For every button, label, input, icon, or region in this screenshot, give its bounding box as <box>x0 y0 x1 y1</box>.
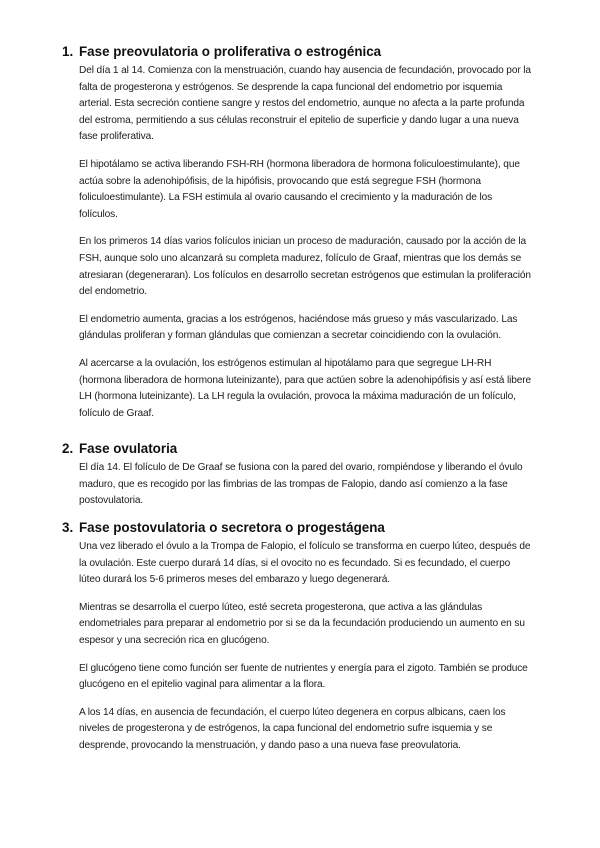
section-body <box>79 460 532 510</box>
paragraph: Al acercarse a la ovulación, los estrógenos estimulan al hipotálamo para que segregue LH-RH (hormona liberadora de hormona luteinizante), para que actúen sobre la adenohipófisis y así está libere LH (hormona luteinizante). La LH regula la ovulación, provoca la máxima maduración de un folículo, folículo de Graaf. <box>79 357 531 419</box>
section-body <box>79 63 532 422</box>
section-number: 3. <box>62 520 74 535</box>
paragraph: A los 14 días, en ausencia de fecundación, el cuerpo lúteo degenera en corpus albicans, caen los niveles de progesterona y de estrógenos, la capa funcional del endometrio sufre isquemia y se desprende, provocando la menstruación, y dando paso a una nueva fase preovulatoria. <box>79 706 506 751</box>
section-heading <box>62 440 532 457</box>
paragraph: El endometrio aumenta, gracias a los estrógenos, haciéndose más grueso y más vascularizado. Las glándulas proliferan y forman glándulas que comienzan a secretar coincidiendo con la ovulación. <box>79 313 518 342</box>
section-title: Fase preovulatoria o proliferativa o estrogénica <box>79 44 382 59</box>
paragraph: Mientras se desarrolla el cuerpo lúteo, esté secreta progesterona, que activa a las glándulas endometriales para preparar al endometrio por si se da la fecundación produciendo un aumento en su espesor y una secreción rica en glucógeno. <box>79 601 525 646</box>
paragraph: El glucógeno tiene como función ser fuente de nutrientes y energía para el zigoto. También se produce glucógeno en el epitelio vaginal para alimentar a la flora. <box>79 662 528 691</box>
paragraph: El día 14. El folículo de De Graaf se fusiona con la pared del ovario, rompiéndose y liberando el óvulo maduro, que es recogido por las fimbrias de las trompas de Falopio, dando así comienzo a la fase postovulatoria. <box>79 462 523 507</box>
paragraph: Una vez liberado el óvulo a la Trompa de Falopio, el folículo se transforma en cuerpo lúteo, después de la ovulación. Este cuerpo durará 14 días, si el ovocito no es fecundado. Si es fecundado, el cuerpo lúteo durará los 5-6 primeros meses del embarazo y luego degenerará. <box>79 541 531 586</box>
section-postovulatory-phase <box>62 519 532 766</box>
paragraph: El hipotálamo se activa liberando FSH-RH (hormona liberadora de hormona foliculoestimulante), que actúa sobre la adenohipófisis, de la hipófisis, provocando que está segregue FSH (hormona foliculoestimulante). La FSH estimula al ovario causando el crecimiento y la maduración de los folículos. <box>79 158 520 220</box>
section-number: 1. <box>62 44 74 59</box>
section-ovulatory-phase <box>62 440 532 521</box>
section-heading <box>62 43 532 60</box>
section-heading <box>62 519 532 536</box>
section-title: Fase postovulatoria o secretora o progestágena <box>79 520 385 535</box>
section-title: Fase ovulatoria <box>79 441 178 456</box>
paragraph: Del día 1 al 14. Comienza con la menstruación, cuando hay ausencia de fecundación, provocado por la falta de progesterona y estrógenos. Se desprende la capa funcional del endometrio por isquemia arterial. Esta secreción contiene sangre y restos del endometrio, aunque no afecta a la parte profunda del estroma, permitiendo a sus células reconstruir el epitelio de superficie y dando lugar a una nueva fase proliferativa. <box>79 65 531 143</box>
section-preovulatory-phase <box>62 43 532 433</box>
paragraph: En los primeros 14 días varios folículos inician un proceso de maduración, causado por la acción de la FSH, aunque solo uno alcanzará su completa madurez, folículo de Graaf, mientras que los demás se atresiaran (degeneraran). Los folículos en desarrollo secretan estrógenos que estimulan la proliferación del endometrio. <box>79 236 531 298</box>
section-body <box>79 539 532 755</box>
section-number: 2. <box>62 441 74 456</box>
